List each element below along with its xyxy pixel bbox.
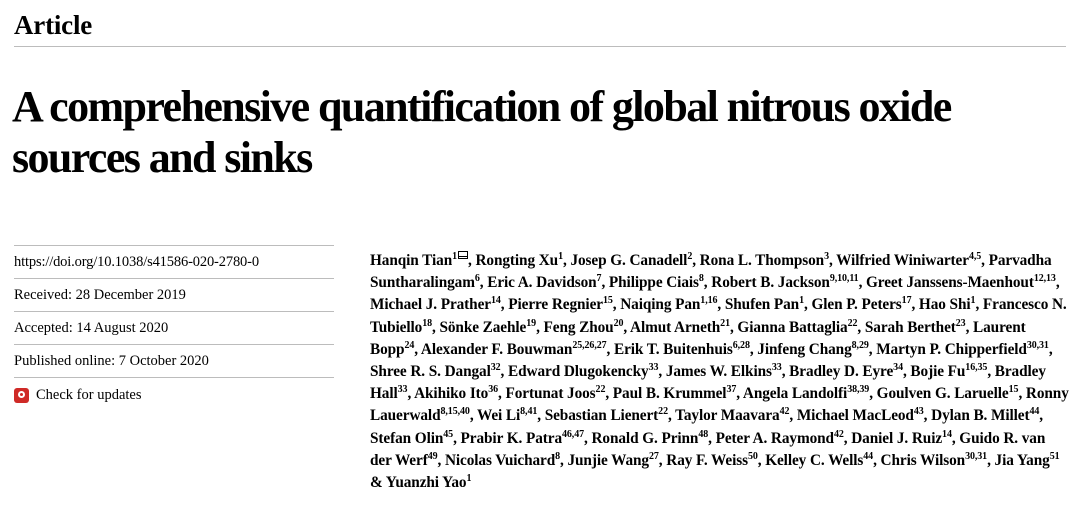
article-type-label: Article bbox=[14, 10, 93, 40]
check-for-updates-button[interactable] bbox=[14, 378, 334, 404]
publication-metadata bbox=[14, 245, 334, 404]
check-for-updates-label: Check for updates bbox=[36, 387, 142, 403]
page-title: A comprehensive quantification of global nitrous oxide sources and sinks bbox=[12, 82, 951, 183]
crossmark-icon bbox=[14, 388, 29, 403]
author-list: Hanqin Tian$^1$ , Rongting Xu$^1$, Josep G. Canadell$^2$, Rona L. Thompson$^3$, Wilfried Winiwarter$^{4,5}$, Parvadha Suntharalingam$^6$, Eric A. Davidson$^7$, Philippe Ciais$^8$, Robert B. Jackson$^{9,10,11}$, Greet Janssens-Maenhout$^{12,13}$, Michael J. Prather$^{14}$, Pierre Regnier$^{15}$, Naiqing Pan$^{1,16}$, Shufen Pan$^1$, Glen P. Peters$^{17}$, Hao Shi$^1$, Francesco N. Tubiello$^{18}$, Sönke Zaehle$^{19}$, Feng Zhou$^{20}$, Almut Arneth$^{21}$, Gianna Battaglia$^{22}$, Sarah Berthet$^{23}$, Laurent Bopp$^{24}$, Alexander F. Bouwman$^{25,26,27}$, Erik T. Buitenhuis$^{6,28}$, Jinfeng Chang$^{8,29}$, Martyn P. Chipperfield$^{30,31}$, Shree R. S. Dangal$^{32}$, Edward Dlugokencky$^{33}$, James W. Elkins$^{33}$, Bradley D. Eyre$^{34}$, Bojie Fu$^{16,35}$, Bradley Hall$^{33}$, Akihiko Ito$^{36}$, Fortunat Joos$^{22}$, Paul B. Krummel$^{37}$, Angela Landolfi$^{38,39}$, Goulven G. Laruelle$^{15}$, Ronny Lauerwald$^{8,15,40}$, Wei Li$^{8,41}$, Sebastian Lienert$^{22}$, Taylor Maavara$^{42}$, Michael MacLeod$^{43}$, Dylan B. Millet$^{44}$, Stefan Olin$^{45}$, Prabir K. Patra$^{46,47}$, Ronald G. Prinn$^{48}$, Peter A. Raymond$^{42}$, Daniel J. Ruiz$^{14}$, Guido R. van der Werf$^{49}$, Nicolas Vuichard$^8$, Junjie Wang$^{27}$, Ray F. Weiss$^{50}$, Kelley C. Wells$^{44}$, Chris Wilson$^{30,31}$, Jia Yang$^{51}$ & Yuanzhi Yao$^1$ bbox=[370, 250, 1069, 492]
accepted-date: Accepted: 14 August 2020 bbox=[14, 320, 169, 336]
email-icon bbox=[458, 251, 468, 259]
received-date: Received: 28 December 2019 bbox=[14, 287, 186, 303]
published-date: Published online: 7 October 2020 bbox=[14, 353, 209, 369]
header-divider bbox=[14, 46, 1066, 47]
doi-link[interactable]: https://doi.org/10.1038/s41586-020-2780-0 bbox=[14, 254, 259, 270]
